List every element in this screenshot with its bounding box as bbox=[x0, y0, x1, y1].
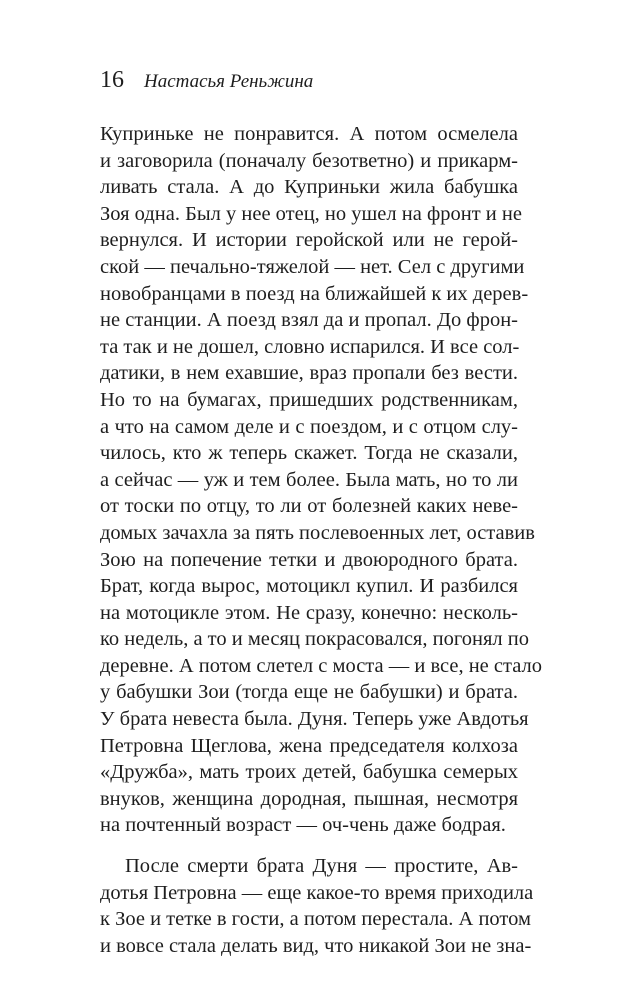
running-head-author: Настасья Реньжина bbox=[144, 71, 314, 92]
text-line: Петровна Щеглова, жена председателя колхоза bbox=[100, 734, 518, 757]
text-line: Зою на попечение тетки и двоюродного брата. bbox=[100, 548, 518, 571]
paragraph-spacer bbox=[100, 839, 518, 853]
text-line: ко недель, а то и месяц покрасовался, погонял по bbox=[100, 628, 529, 651]
text-line: Но то на бумагах, пришедших родственникам, bbox=[100, 388, 518, 411]
text-line: Брат, когда вырос, мотоцикл купил. И разбился bbox=[100, 575, 518, 598]
text-line: ливать стала. А до Куприньки жила бабушка bbox=[100, 176, 518, 199]
text-line: на почтенный возраст — оч-чень даже бодрая. bbox=[100, 814, 506, 837]
body-text bbox=[100, 121, 542, 959]
text-line: вернулся. И истории геройской или не герой- bbox=[100, 229, 518, 252]
text-line: ской — печально-тяжелой — нет. Сел с другими bbox=[100, 255, 525, 278]
page-number: 16 bbox=[100, 67, 124, 93]
text-line: к Зое и тетке в гости, а потом перестала. А потом bbox=[100, 908, 531, 931]
text-line: Зоя одна. Был у нее отец, но ушел на фронт и не bbox=[100, 202, 522, 225]
text-line: от тоски по отцу, то ли от болезней каких неве- bbox=[100, 495, 518, 518]
text-line: на мотоцикле этом. Не сразу, конечно: несколь- bbox=[100, 601, 518, 624]
text-line: У брата невеста была. Дуня. Теперь уже Авдотья bbox=[100, 708, 529, 731]
text-line: чилось, кто ж теперь скажет. Тогда не сказали, bbox=[100, 442, 518, 465]
page-header bbox=[100, 66, 313, 94]
text-line: внуков, женщина дородная, пышная, несмотря bbox=[100, 787, 518, 810]
text-line: у бабушки Зои (тогда еще не бабушки) и брата. bbox=[100, 681, 518, 704]
text-line: дотья Петровна — еще какое-то время приходила bbox=[100, 881, 534, 904]
text-line: и вовсе стала делать вид, что никакой Зои не зна- bbox=[100, 934, 532, 957]
text-line: После смерти брата Дуня — простите, Ав- bbox=[125, 855, 518, 878]
paragraph bbox=[100, 853, 534, 959]
text-line: Куприньке не понравится. А потом осмелела bbox=[100, 123, 518, 145]
text-line: и заговорила (поначалу безответно) и прикарм- bbox=[100, 149, 518, 172]
text-line: деревне. А потом слетел с моста — и все, не стало bbox=[100, 654, 542, 677]
paragraph bbox=[100, 121, 542, 839]
text-line: «Дружба», мать троих детей, бабушка семерых bbox=[100, 761, 518, 784]
text-line: не станции. А поезд взял да и пропал. До фрон- bbox=[100, 309, 518, 332]
text-line: а сейчас — уж и тем более. Была мать, но то ли bbox=[100, 468, 518, 491]
text-line: датики, в нем ехавшие, враз пропали без вести. bbox=[100, 362, 518, 385]
text-line: та так и не дошел, словно испарился. И все сол- bbox=[100, 335, 520, 358]
text-line: домых зачахла за пять послевоенных лет, оставив bbox=[100, 521, 535, 544]
text-line: новобранцами в поезд на ближайшей к их дерев- bbox=[100, 282, 529, 305]
text-line: а что на самом деле и с поездом, и с отцом слу- bbox=[100, 415, 518, 438]
